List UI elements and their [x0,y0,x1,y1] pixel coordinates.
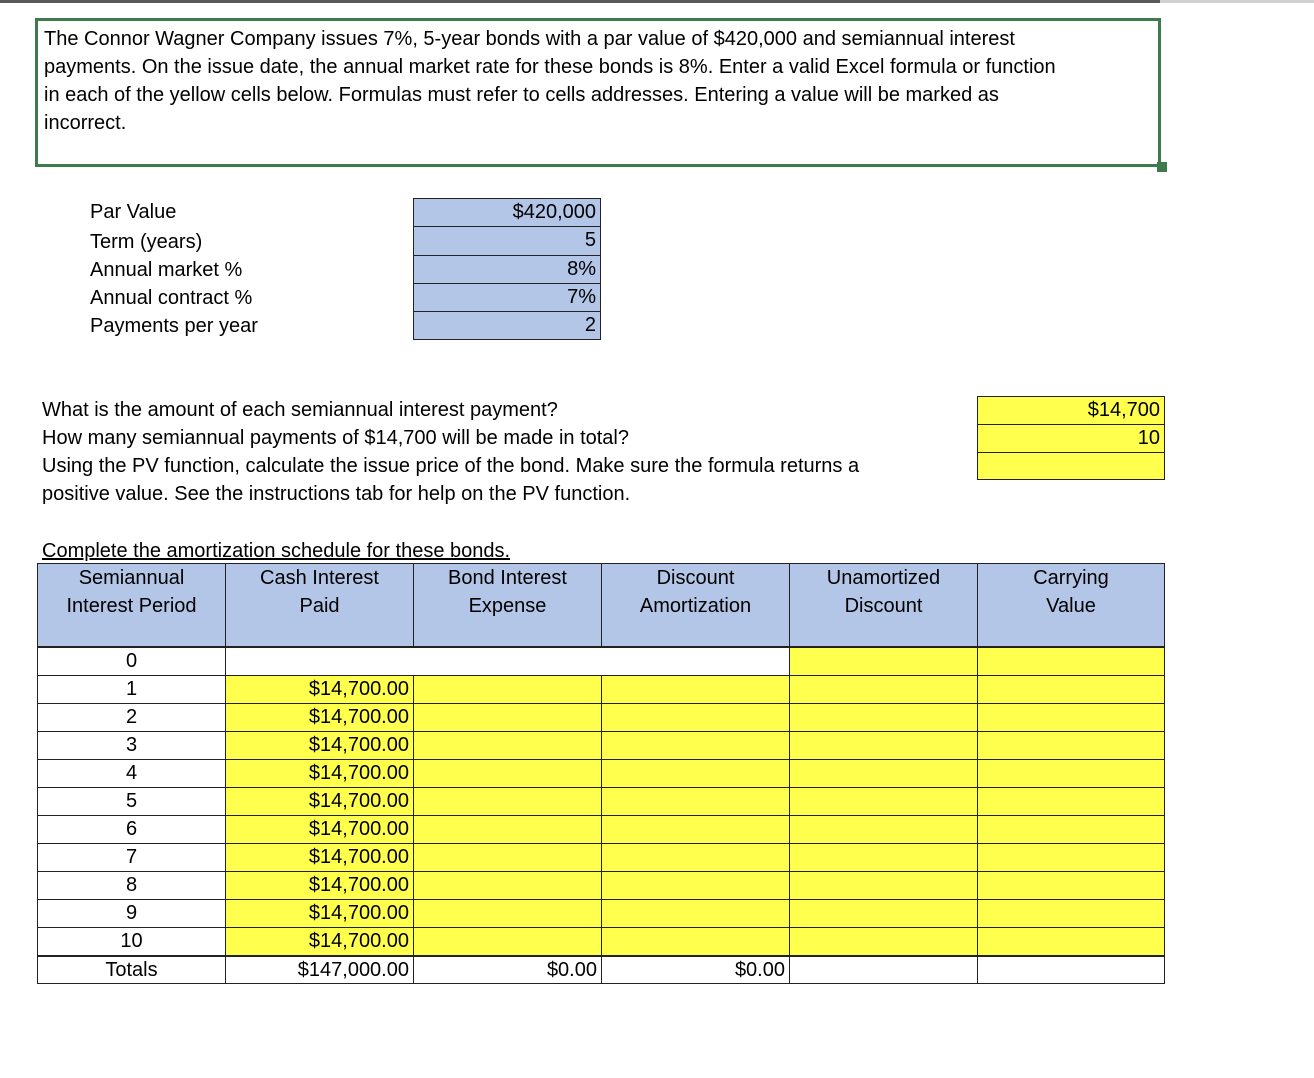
discount-amortization-cell[interactable] [601,927,790,956]
question-issue-price: Using the PV function, calculate the issue price of the bond. Make sure the formula returns a [42,455,860,477]
period-cell: 2 [37,703,226,732]
carrying-value-cell[interactable] [977,647,1165,676]
interest-expense-cell[interactable] [413,787,602,816]
period-cell: 3 [37,731,226,760]
carrying-value-cell[interactable] [977,731,1165,760]
interest-expense-cell[interactable] [413,731,602,760]
unamortized-discount-cell[interactable] [789,899,978,928]
totals-unamortized-cell[interactable] [789,956,978,984]
cash-paid-cell[interactable]: $14,700.00 [225,759,414,788]
term-label: Term (years) [90,231,203,253]
resize-handle[interactable] [1157,162,1167,172]
instructions-line: payments. On the issue date, the annual market rate for these bonds is 8%. Enter a valid Excel formula or function [44,56,1056,78]
cash-paid-cell[interactable] [225,647,790,676]
period-cell: 9 [37,899,226,928]
question-number-payments: How many semiannual payments of $14,700 will be made in total? [42,427,629,449]
market-rate-label: Annual market % [90,259,243,281]
header-line: Unamortized [826,567,941,589]
totals-amortization-cell[interactable]: $0.00 [601,956,790,984]
discount-amortization-cell[interactable] [601,899,790,928]
interest-expense-cell[interactable] [413,843,602,872]
instructions-line: in each of the yellow cells below. Formulas must refer to cells addresses. Entering a value will be marked as [44,84,999,106]
period-cell: 5 [37,787,226,816]
instructions-text [44,25,1164,137]
interest-expense-cell[interactable] [413,759,602,788]
interest-expense-cell[interactable] [413,703,602,732]
cash-paid-cell[interactable]: $14,700.00 [225,675,414,704]
header-line: Paid [299,595,340,617]
carrying-value-cell[interactable] [977,843,1165,872]
totals-label-cell: Totals [37,956,226,984]
discount-amortization-cell[interactable] [601,871,790,900]
answer-issue-price-cell[interactable] [977,452,1165,480]
unamortized-discount-cell[interactable] [789,731,978,760]
question-issue-price-cont: positive value. See the instructions tab for help on the PV function. [42,483,631,505]
discount-amortization-cell[interactable] [601,787,790,816]
carrying-value-cell[interactable] [977,815,1165,844]
unamortized-discount-cell[interactable] [789,927,978,956]
carrying-value-cell[interactable] [977,871,1165,900]
cash-paid-cell[interactable]: $14,700.00 [225,843,414,872]
totals-expense-cell[interactable]: $0.00 [413,956,602,984]
carrying-value-cell[interactable] [977,899,1165,928]
contract-rate-label: Annual contract % [90,287,253,309]
schedule-title: Complete the amortization schedule for these bonds. [42,540,511,562]
carrying-value-cell[interactable] [977,927,1165,956]
answer-interest-payment-cell[interactable]: $14,700 [977,396,1165,425]
header-unamortized-discount [789,563,978,647]
unamortized-discount-cell[interactable] [789,787,978,816]
cash-paid-cell[interactable]: $14,700.00 [225,899,414,928]
period-cell: 8 [37,871,226,900]
header-bond-expense [413,563,602,647]
question-interest-payment: What is the amount of each semiannual interest payment? [42,399,558,421]
header-line: Bond Interest [448,567,567,589]
interest-expense-cell[interactable] [413,675,602,704]
header-line: Expense [468,595,547,617]
discount-amortization-cell[interactable] [601,759,790,788]
carrying-value-cell[interactable] [977,703,1165,732]
instructions-line: The Connor Wagner Company issues 7%, 5-year bonds with a par value of $420,000 and semiannual interest [44,28,1015,50]
cash-paid-cell[interactable]: $14,700.00 [225,927,414,956]
cash-paid-cell[interactable]: $14,700.00 [225,787,414,816]
top-border-line [0,0,1314,3]
header-line: Semiannual [78,567,185,589]
header-line: Value [1046,595,1096,617]
period-cell: 10 [37,927,226,956]
totals-carrying-cell[interactable] [977,956,1165,984]
cash-paid-cell[interactable]: $14,700.00 [225,703,414,732]
instructions-line: incorrect. [44,112,127,134]
header-line: Discount [656,567,735,589]
cash-paid-cell[interactable]: $14,700.00 [225,731,414,760]
term-cell[interactable]: 5 [413,226,601,256]
interest-expense-cell[interactable] [413,815,602,844]
header-cash-interest [225,563,414,647]
totals-cash-cell[interactable]: $147,000.00 [225,956,414,984]
interest-expense-cell[interactable] [413,927,602,956]
period-cell: 0 [37,647,226,676]
unamortized-discount-cell[interactable] [789,647,978,676]
market-rate-cell[interactable]: 8% [413,255,601,284]
interest-expense-cell[interactable] [413,899,602,928]
carrying-value-cell[interactable] [977,787,1165,816]
par-value-cell[interactable]: $420,000 [413,198,601,227]
header-line: Amortization [639,595,752,617]
header-carrying-value [977,563,1165,647]
cash-paid-cell[interactable]: $14,700.00 [225,871,414,900]
header-line: Cash Interest [260,567,379,589]
period-cell: 4 [37,759,226,788]
interest-expense-cell[interactable] [413,871,602,900]
discount-amortization-cell[interactable] [601,843,790,872]
cash-paid-cell[interactable]: $14,700.00 [225,815,414,844]
carrying-value-cell[interactable] [977,759,1165,788]
unamortized-discount-cell[interactable] [789,703,978,732]
header-line: Interest Period [66,595,197,617]
unamortized-discount-cell[interactable] [789,815,978,844]
discount-amortization-cell[interactable] [601,675,790,704]
contract-rate-cell[interactable]: 7% [413,283,601,312]
period-cell: 1 [37,675,226,704]
answer-number-payments-cell[interactable]: 10 [977,424,1165,453]
discount-amortization-cell[interactable] [601,815,790,844]
unamortized-discount-cell[interactable] [789,871,978,900]
header-line: Carrying [1033,567,1109,589]
payments-per-year-cell[interactable]: 2 [413,311,601,340]
period-cell: 6 [37,815,226,844]
discount-amortization-cell[interactable] [601,703,790,732]
unamortized-discount-cell[interactable] [789,759,978,788]
discount-amortization-cell[interactable] [601,731,790,760]
period-cell: 7 [37,843,226,872]
par-value-label: Par Value [90,201,177,223]
carrying-value-cell[interactable] [977,675,1165,704]
unamortized-discount-cell[interactable] [789,843,978,872]
header-discount-amortization [601,563,790,647]
header-period [37,563,226,647]
payments-per-year-label: Payments per year [90,315,258,337]
header-line: Discount [844,595,923,617]
instructions-textbox[interactable] [35,18,1161,167]
unamortized-discount-cell[interactable] [789,675,978,704]
